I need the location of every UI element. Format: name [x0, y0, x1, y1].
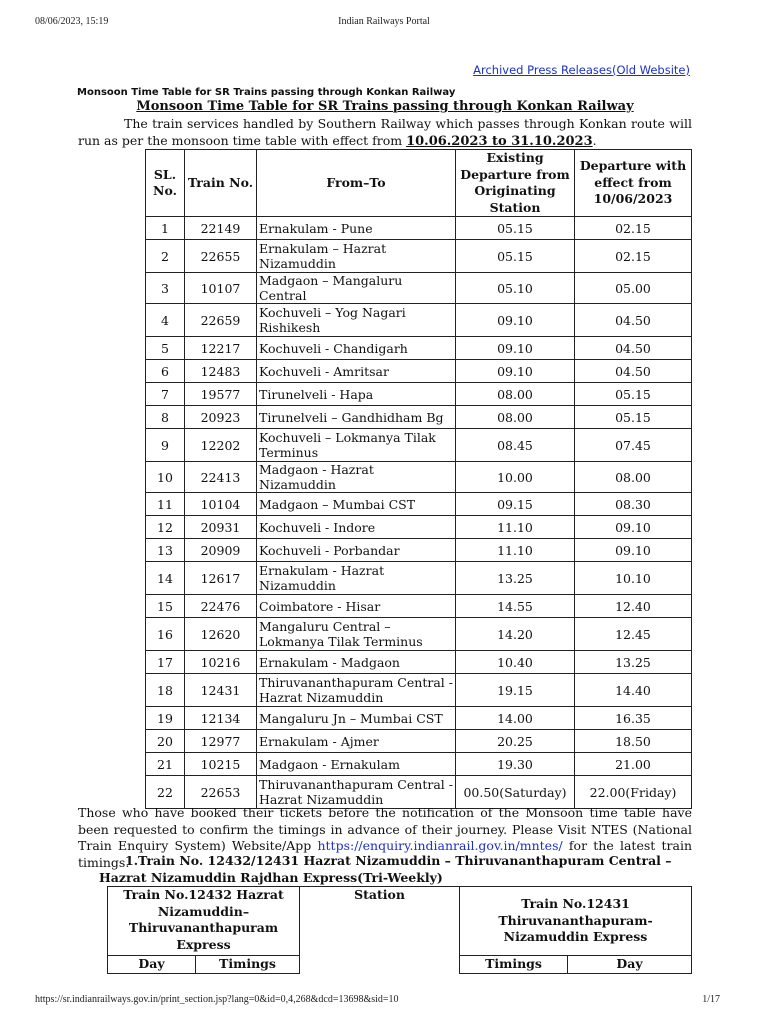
route-left-timings: Timings	[196, 956, 300, 974]
table-row	[146, 707, 692, 730]
table-row	[146, 562, 692, 595]
cell-train-no: 10107	[185, 273, 257, 304]
route-right-timings: Timings	[460, 956, 568, 974]
route-left-day: Day	[108, 956, 196, 974]
cell-train-no: 19577	[185, 383, 257, 406]
cell-sl-no: 1	[146, 217, 185, 240]
cell-new-departure: 05.15	[575, 406, 692, 429]
cell-from-to: Tirunelveli – Gandhidham Bg	[257, 406, 456, 429]
cell-existing-departure: 05.15	[456, 240, 575, 273]
header-existing-departure: Existing Departure from Originating Station	[456, 150, 575, 217]
cell-sl-no: 7	[146, 383, 185, 406]
cell-from-to: Ernakulam - Pune	[257, 217, 456, 240]
cell-new-departure: 13.25	[575, 651, 692, 674]
cell-train-no: 12617	[185, 562, 257, 595]
cell-new-departure: 04.50	[575, 304, 692, 337]
cell-from-to: Ernakulam - Hazrat Nizamuddin	[257, 562, 456, 595]
cell-existing-departure: 08.00	[456, 383, 575, 406]
header-new-departure: Departure with effect from 10/06/2023	[575, 150, 692, 217]
notice-text: Those who have booked their tickets before the notification of the Monsoon time table have been requested to confirm the timings in advance of their journey. Please Visit NTES (National Train Enquiry System) Website/App	[78, 805, 692, 853]
cell-from-to: Madgaon – Mumbai CST	[257, 493, 456, 516]
cell-existing-departure: 14.55	[456, 595, 575, 618]
cell-from-to: Kochuveli - Chandigarh	[257, 337, 456, 360]
cell-sl-no: 6	[146, 360, 185, 383]
cell-existing-departure: 11.10	[456, 539, 575, 562]
table-row	[146, 753, 692, 776]
cell-train-no: 20909	[185, 539, 257, 562]
cell-existing-departure: 08.45	[456, 429, 575, 462]
table-row	[146, 493, 692, 516]
table-row	[146, 651, 692, 674]
intro-end: .	[592, 132, 597, 148]
cell-existing-departure: 09.15	[456, 493, 575, 516]
cell-train-no: 12431	[185, 674, 257, 707]
cell-from-to: Kochuveli - Porbandar	[257, 539, 456, 562]
cell-existing-departure: 19.30	[456, 753, 575, 776]
notice-end: for the latest train timings.	[78, 838, 692, 870]
cell-sl-no: 2	[146, 240, 185, 273]
table-row	[146, 273, 692, 304]
cell-new-departure: 04.50	[575, 360, 692, 383]
cell-existing-departure: 00.50(Saturday)	[456, 776, 575, 809]
cell-new-departure: 10.10	[575, 562, 692, 595]
cell-existing-departure: 08.00	[456, 406, 575, 429]
cell-train-no: 12202	[185, 429, 257, 462]
cell-new-departure: 08.00	[575, 462, 692, 493]
cell-sl-no: 12	[146, 516, 185, 539]
cell-from-to: Coimbatore - Hisar	[257, 595, 456, 618]
table-row	[146, 539, 692, 562]
table-row	[146, 383, 692, 406]
section-title: Monsoon Time Table for SR Trains passing through Konkan Railway	[77, 87, 456, 98]
cell-existing-departure: 13.25	[456, 562, 575, 595]
route-station-header: Station	[300, 887, 460, 956]
table-row	[146, 217, 692, 240]
table-row	[146, 406, 692, 429]
cell-from-to: Ernakulam – Hazrat Nizamuddin	[257, 240, 456, 273]
print-site-title: Indian Railways Portal	[338, 16, 430, 27]
cell-existing-departure: 20.25	[456, 730, 575, 753]
intro-paragraph	[78, 116, 692, 150]
timetable-body	[146, 217, 692, 809]
table-row	[146, 240, 692, 273]
cell-sl-no: 10	[146, 462, 185, 493]
cell-sl-no: 21	[146, 753, 185, 776]
cell-existing-departure: 05.15	[456, 217, 575, 240]
print-url: https://sr.indianrailways.gov.in/print_section.jsp?lang=0&id=0,4,268&dcd=13698&sid=10	[35, 994, 399, 1005]
cell-new-departure: 04.50	[575, 337, 692, 360]
cell-new-departure: 14.40	[575, 674, 692, 707]
effective-date-range: 10.06.2023 to 31.10.2023	[406, 133, 593, 149]
cell-existing-departure: 09.10	[456, 360, 575, 383]
cell-new-departure: 12.40	[575, 595, 692, 618]
cell-train-no: 10104	[185, 493, 257, 516]
cell-sl-no: 13	[146, 539, 185, 562]
table-row	[146, 730, 692, 753]
cell-from-to: Tirunelveli - Hapa	[257, 383, 456, 406]
table-row	[146, 618, 692, 651]
cell-train-no: 12483	[185, 360, 257, 383]
cell-existing-departure: 11.10	[456, 516, 575, 539]
cell-new-departure: 22.00(Friday)	[575, 776, 692, 809]
cell-new-departure: 16.35	[575, 707, 692, 730]
cell-train-no: 22659	[185, 304, 257, 337]
cell-from-to: Ernakulam - Madgaon	[257, 651, 456, 674]
route-heading-line1: 1.Train No. 12432/12431 Hazrat Nizamuddin – Thiruvananthapuram Central –	[125, 853, 672, 868]
cell-train-no: 10215	[185, 753, 257, 776]
cell-from-to: Madgaon - Ernakulam	[257, 753, 456, 776]
archived-press-releases-link[interactable]: Archived Press Releases(Old Website)	[473, 63, 690, 77]
cell-new-departure: 07.45	[575, 429, 692, 462]
cell-new-departure: 09.10	[575, 516, 692, 539]
cell-from-to: Mangaluru Jn – Mumbai CST	[257, 707, 456, 730]
cell-sl-no: 8	[146, 406, 185, 429]
cell-new-departure: 05.15	[575, 383, 692, 406]
cell-new-departure: 18.50	[575, 730, 692, 753]
ntes-link[interactable]: https://enquiry.indianrail.gov.in/mntes/	[317, 838, 563, 853]
cell-sl-no: 9	[146, 429, 185, 462]
cell-train-no: 22655	[185, 240, 257, 273]
cell-train-no: 20923	[185, 406, 257, 429]
cell-existing-departure: 09.10	[456, 304, 575, 337]
route-left-header: Train No.12432 Hazrat Nizamuddin– Thiruvananthapuram Express	[108, 887, 300, 956]
table-row	[146, 462, 692, 493]
cell-from-to: Ernakulam - Ajmer	[257, 730, 456, 753]
cell-train-no: 12134	[185, 707, 257, 730]
cell-from-to: Thiruvananthapuram Central - Hazrat Nizamuddin	[257, 776, 456, 809]
cell-train-no: 22476	[185, 595, 257, 618]
cell-sl-no: 19	[146, 707, 185, 730]
print-datetime: 08/06/2023, 15:19	[35, 16, 109, 27]
print-header	[0, 16, 768, 30]
print-page-number: 1/17	[702, 994, 720, 1005]
cell-new-departure: 02.15	[575, 217, 692, 240]
cell-sl-no: 15	[146, 595, 185, 618]
table-row	[146, 360, 692, 383]
cell-train-no: 12977	[185, 730, 257, 753]
timetable	[145, 149, 692, 809]
cell-train-no: 22413	[185, 462, 257, 493]
cell-new-departure: 09.10	[575, 539, 692, 562]
table-row	[146, 516, 692, 539]
cell-existing-departure: 14.00	[456, 707, 575, 730]
cell-existing-departure: 14.20	[456, 618, 575, 651]
route-station-gap	[300, 956, 460, 974]
cell-existing-departure: 09.10	[456, 337, 575, 360]
table-row	[146, 304, 692, 337]
header-train-no: Train No.	[185, 150, 257, 217]
cell-from-to: Kochuveli - Amritsar	[257, 360, 456, 383]
table-row	[146, 337, 692, 360]
cell-sl-no: 20	[146, 730, 185, 753]
cell-train-no: 10216	[185, 651, 257, 674]
cell-train-no: 22149	[185, 217, 257, 240]
route-heading-line2: Hazrat Nizamuddin Rajdhan Express(Tri-Weekly)	[99, 869, 443, 885]
header-sl-no: SL. No.	[146, 150, 185, 217]
cell-from-to: Thiruvananthapuram Central - Hazrat Nizamuddin	[257, 674, 456, 707]
cell-new-departure: 08.30	[575, 493, 692, 516]
cell-sl-no: 5	[146, 337, 185, 360]
cell-train-no: 20931	[185, 516, 257, 539]
cell-existing-departure: 10.00	[456, 462, 575, 493]
cell-train-no: 22653	[185, 776, 257, 809]
table-row	[146, 595, 692, 618]
cell-train-no: 12620	[185, 618, 257, 651]
cell-from-to: Madgaon - Hazrat Nizamuddin	[257, 462, 456, 493]
cell-sl-no: 3	[146, 273, 185, 304]
cell-sl-no: 11	[146, 493, 185, 516]
cell-sl-no: 22	[146, 776, 185, 809]
page-title: Monsoon Time Table for SR Trains passing through Konkan Railway	[136, 99, 634, 114]
cell-train-no: 12217	[185, 337, 257, 360]
cell-new-departure: 21.00	[575, 753, 692, 776]
cell-existing-departure: 19.15	[456, 674, 575, 707]
route-table	[107, 886, 692, 974]
cell-sl-no: 18	[146, 674, 185, 707]
intro-text: The train services handled by Southern Railway which passes through Konkan route will run as per the monsoon time table with effect from	[78, 116, 692, 148]
route-right-day: Day	[568, 956, 692, 974]
cell-sl-no: 14	[146, 562, 185, 595]
cell-sl-no: 16	[146, 618, 185, 651]
cell-new-departure: 05.00	[575, 273, 692, 304]
cell-existing-departure: 05.10	[456, 273, 575, 304]
route-right-header: Train No.12431 Thiruvananthapuram-Nizamuddin Express	[460, 887, 692, 956]
cell-new-departure: 12.45	[575, 618, 692, 651]
cell-new-departure: 02.15	[575, 240, 692, 273]
cell-from-to: Mangaluru Central –Lokmanya Tilak Terminus	[257, 618, 456, 651]
cell-from-to: Kochuveli – Lokmanya Tilak Terminus	[257, 429, 456, 462]
cell-from-to: Kochuveli – Yog Nagari Rishikesh	[257, 304, 456, 337]
print-footer	[0, 994, 768, 1008]
table-row	[146, 429, 692, 462]
cell-existing-departure: 10.40	[456, 651, 575, 674]
header-from-to: From–To	[257, 150, 456, 217]
cell-sl-no: 4	[146, 304, 185, 337]
table-row	[146, 674, 692, 707]
table-row	[146, 776, 692, 809]
cell-from-to: Kochuveli - Indore	[257, 516, 456, 539]
cell-from-to: Madgaon – Mangaluru Central	[257, 273, 456, 304]
cell-sl-no: 17	[146, 651, 185, 674]
